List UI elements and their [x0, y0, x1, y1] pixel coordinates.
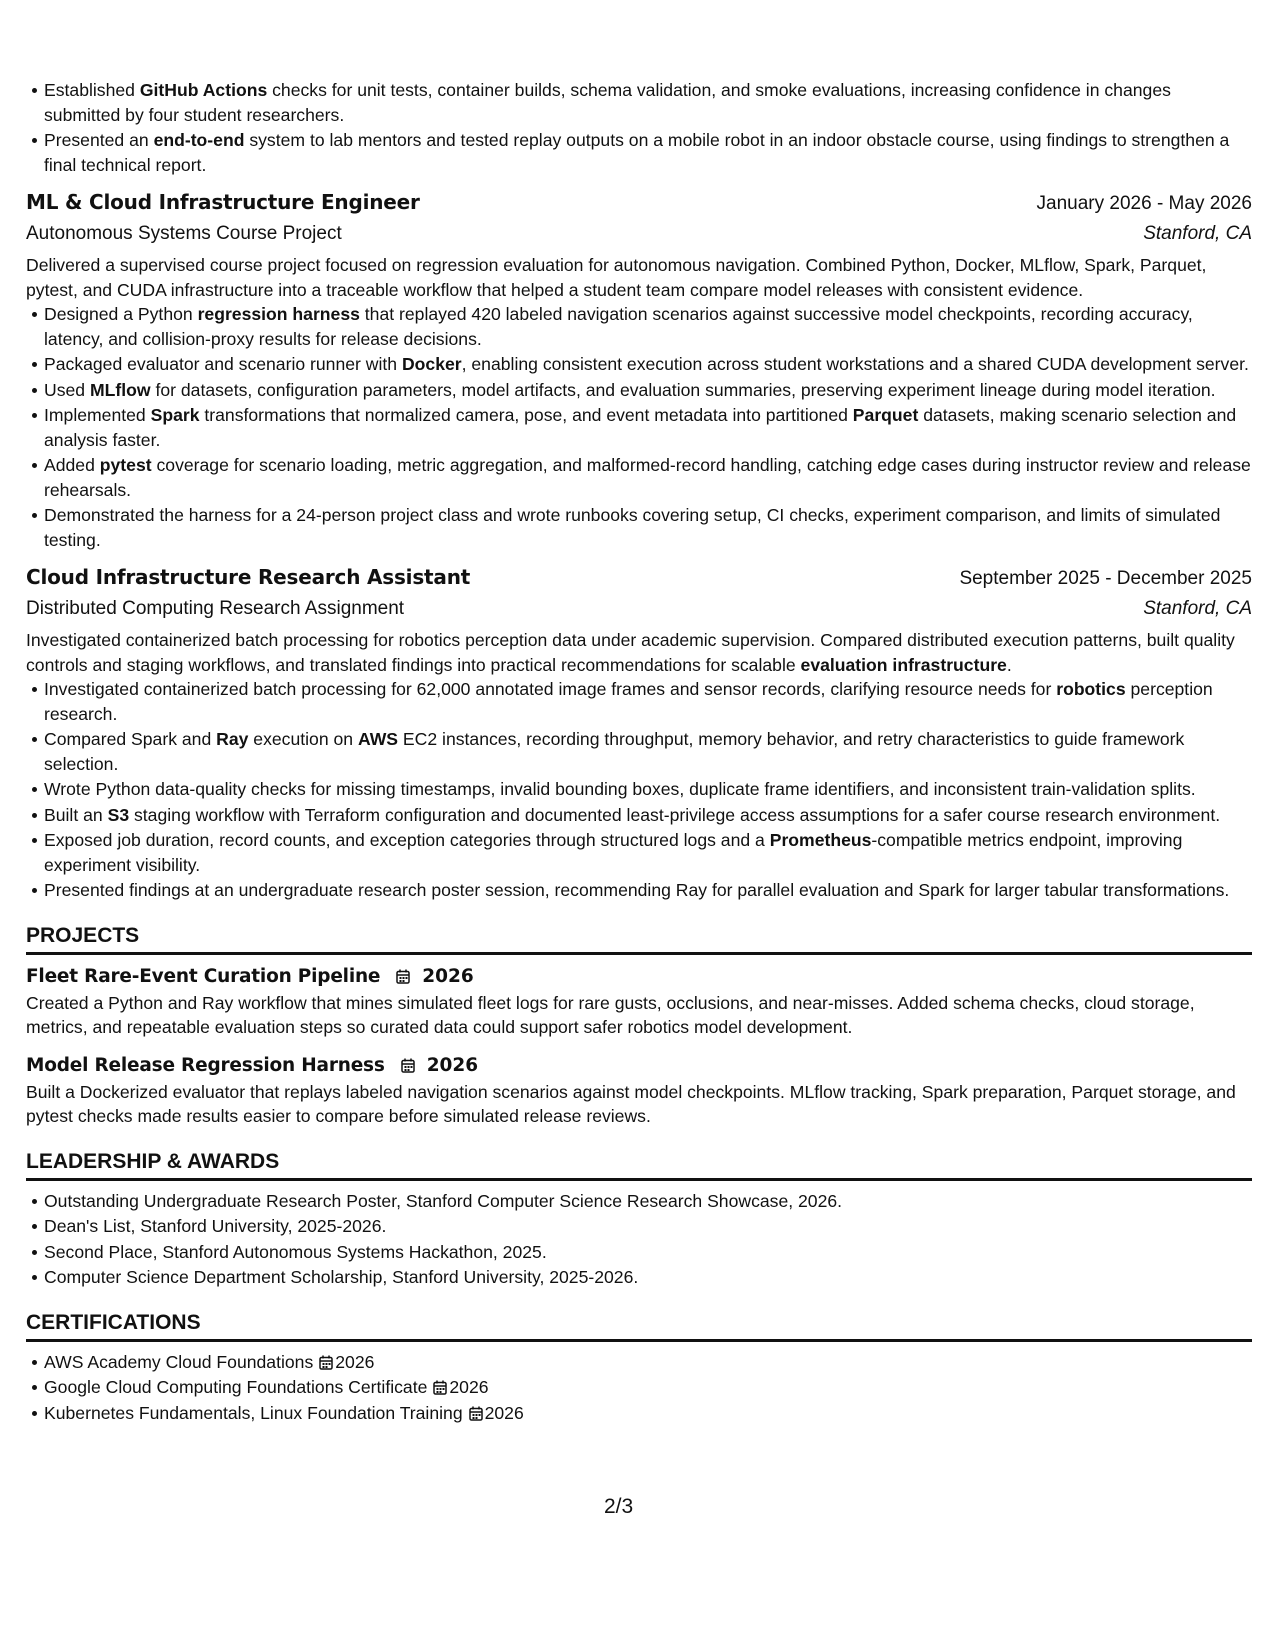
list-item	[44, 1401, 1252, 1426]
role-dates: January 2026 - May 2026	[1036, 193, 1252, 214]
project-title: Model Release Regression Harness	[26, 1054, 385, 1076]
role-bullet-list	[26, 677, 1252, 903]
list-item: Computer Science Department Scholarship, Stanford University, 2025-2026.	[44, 1265, 1252, 1290]
list-item: Investigated containerized batch processing for 62,000 annotated image frames and sensor records, clarifying resource needs for robotics perception research.	[44, 677, 1252, 726]
calendar-icon	[469, 1406, 483, 1421]
project-description: Built a Dockerized evaluator that replays labeled navigation scenarios against model checkpoints. MLflow tracking, Spark preparation, Parquet storage, and pytest checks made results easier to compare before simulated release reviews.	[26, 1081, 1236, 1126]
calendar-icon	[433, 1380, 447, 1395]
list-item	[44, 1375, 1252, 1400]
project-entry	[26, 1052, 1252, 1129]
list-item: Built an S3 staging workflow with Terraform configuration and documented least-privilege access assumptions for a safer course research environment.	[44, 803, 1252, 828]
role-summary: Delivered a supervised course project focused on regression evaluation for autonomous navigation. Combined Python, Docker, MLflow, Spark, Parquet, pytest, and CUDA infrastructure into a traceable workflow that helped a student team compare model releases with consistent evidence.	[26, 255, 1207, 300]
list-item: Exposed job duration, record counts, and exception categories through structured logs and a Prometheus-compatible metrics endpoint, improving experiment visibility.	[44, 828, 1252, 877]
list-item: Compared Spark and Ray execution on AWS EC2 instances, recording throughput, memory behavior, and retry characteristics to guide framework selection.	[44, 727, 1252, 776]
list-item: Second Place, Stanford Autonomous Systems Hackathon, 2025.	[44, 1240, 1252, 1265]
role-title: ML & Cloud Infrastructure Engineer	[26, 190, 420, 214]
resume-page	[26, 78, 1252, 1426]
role-dates: September 2025 - December 2025	[959, 568, 1252, 589]
project-entry	[26, 963, 1252, 1040]
calendar-icon	[319, 1355, 333, 1370]
certification-name: AWS Academy Cloud Foundations	[44, 1351, 314, 1372]
certification-name: Kubernetes Fundamentals, Linux Foundation Training	[44, 1402, 463, 1423]
list-item	[44, 1350, 1252, 1375]
role-location: Stanford, CA	[1143, 598, 1252, 619]
list-item: Added pytest coverage for scenario loading, metric aggregation, and malformed-record handling, catching edge cases during instructor review and release rehearsals.	[44, 453, 1252, 502]
role-summary: Investigated containerized batch processing for robotics perception data under academic supervision. Compared distributed execution patterns, built quality controls and staging workflows, and translated findings into practical recommendations for scalable evaluation infrastructure.	[26, 630, 1235, 675]
list-item: Dean's List, Stanford University, 2025-2026.	[44, 1214, 1252, 1239]
calendar-icon	[401, 1058, 415, 1073]
role-title: Cloud Infrastructure Research Assistant	[26, 565, 471, 589]
list-item: Presented findings at an undergraduate research poster session, recommending Ray for parallel evaluation and Spark for larger tabular transformations.	[44, 878, 1252, 903]
list-item: Packaged evaluator and scenario runner with Docker, enabling consistent execution across student workstations and a shared CUDA development server.	[44, 352, 1252, 377]
role-location: Stanford, CA	[1143, 223, 1252, 244]
certification-year: 2026	[484, 1402, 524, 1423]
certification-year: 2026	[335, 1351, 375, 1372]
section-heading-leadership: LEADERSHIP & AWARDS	[26, 1147, 1252, 1181]
list-item: Demonstrated the harness for a 24-person project class and wrote runbooks covering setup, CI checks, experiment comparison, and limits of simulated testing.	[44, 503, 1252, 552]
section-heading-certifications: CERTIFICATIONS	[26, 1308, 1252, 1342]
experience-entry	[26, 562, 1252, 903]
list-item: Presented an end-to-end system to lab mentors and tested replay outputs on a mobile robot in an indoor obstacle course, using findings to strengthen a final technical report.	[44, 128, 1252, 177]
list-item: Implemented Spark transformations that normalized camera, pose, and event metadata into partitioned Parquet datasets, making scenario selection and analysis faster.	[44, 403, 1252, 452]
list-item: Outstanding Undergraduate Research Poster, Stanford Computer Science Research Showcase, 2026.	[44, 1189, 1252, 1214]
certifications-list	[26, 1350, 1252, 1426]
list-item: Designed a Python regression harness that replayed 420 labeled navigation scenarios against successive model checkpoints, recording accuracy, latency, and collision-proxy results for release decisions.	[44, 302, 1252, 351]
experience-entry	[26, 187, 1252, 552]
project-year: 2026	[422, 965, 474, 987]
section-heading-projects: PROJECTS	[26, 921, 1252, 955]
certification-year: 2026	[449, 1377, 489, 1397]
list-item: Wrote Python data-quality checks for missing timestamps, invalid bounding boxes, duplicate frame identifiers, and inconsistent train-validation splits.	[44, 777, 1252, 802]
project-year: 2026	[426, 1054, 479, 1076]
role-bullet-list	[26, 302, 1252, 552]
calendar-icon	[396, 969, 410, 984]
certification-name: Google Cloud Computing Foundations Certificate	[44, 1377, 428, 1397]
project-title: Fleet Rare-Event Curation Pipeline	[26, 965, 381, 987]
leadership-list	[26, 1189, 1252, 1290]
page-number: 2/3	[604, 1495, 634, 1518]
project-description: Created a Python and Ray workflow that mines simulated fleet logs for rare gusts, occlusions, and near-misses. Added schema checks, cloud storage, metrics, and repeatable evaluation steps so curated data could support safer robotics model development.	[26, 992, 1195, 1037]
role-organization: Autonomous Systems Course Project	[26, 223, 342, 244]
list-item: Established GitHub Actions checks for unit tests, container builds, schema validation, and smoke evaluations, increasing confidence in changes submitted by four student researchers.	[44, 78, 1252, 127]
intro-bullet-list	[26, 78, 1252, 177]
role-organization: Distributed Computing Research Assignment	[26, 598, 405, 619]
list-item: Used MLflow for datasets, configuration parameters, model artifacts, and evaluation summaries, preserving experiment lineage during model iteration.	[44, 378, 1252, 403]
